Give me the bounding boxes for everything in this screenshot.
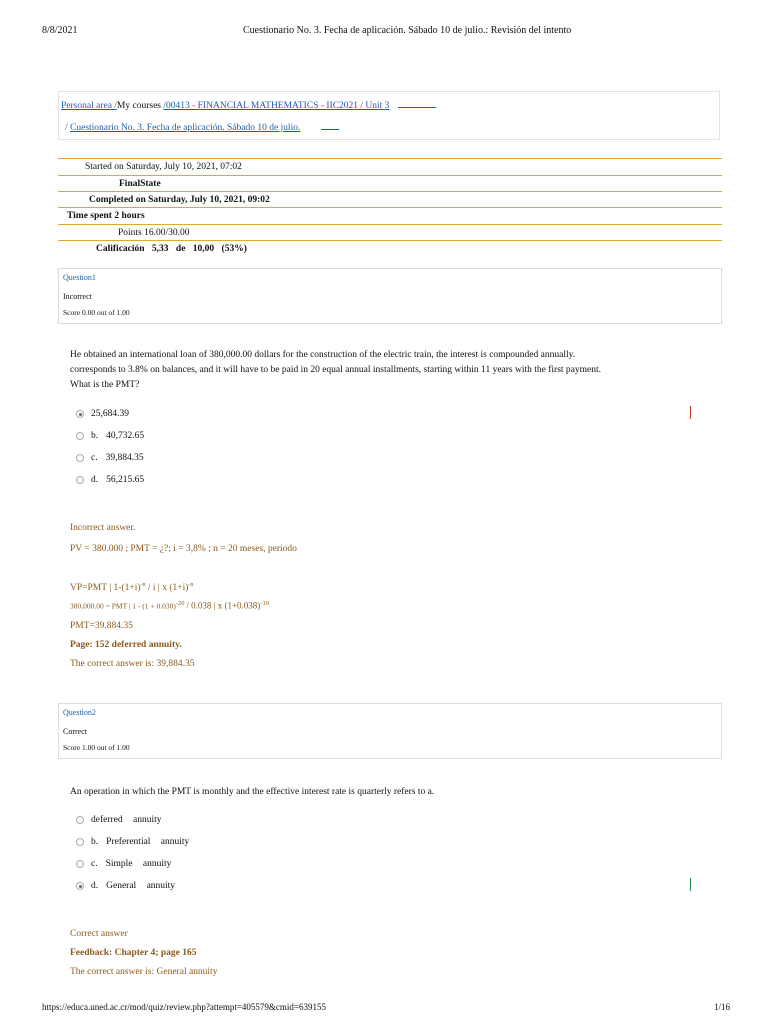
question-score: Score 0.00 out of 1.00 <box>63 308 130 317</box>
radio[interactable] <box>76 432 84 440</box>
feedback-verdict: Correct answer <box>70 929 128 939</box>
radio[interactable] <box>76 838 84 846</box>
summary-state: FinalState <box>58 175 722 192</box>
breadcrumb-underline <box>398 107 436 108</box>
correct-mark-icon <box>690 878 691 891</box>
feedback-page: Feedback: Chapter 4; page 165 <box>70 948 197 958</box>
radio[interactable] <box>76 454 84 462</box>
print-title: Cuestionario No. 3. Fecha de aplicación. Sábado 10 de julio.: Revisión del intento <box>243 25 572 36</box>
q1-option-c[interactable]: c. 39,884.35 <box>76 451 144 465</box>
q2-option-d[interactable]: d. General annuity <box>76 879 175 893</box>
breadcrumb-course[interactable]: /00413 - FINANCIAL MATHEMATICS - IIC2021 / Unit 3 <box>163 101 390 111</box>
radio-selected[interactable] <box>76 410 84 418</box>
breadcrumb-personal-area[interactable]: Personal area / <box>61 101 117 111</box>
summary-started: Started on Saturday, July 10, 2021, 07:02 <box>58 158 722 175</box>
breadcrumb <box>58 91 720 140</box>
feedback-formula: VP=PMT | $1-(1+i)^{-n} / i$ | x $(1+i)^{-n}$ <box>70 582 194 594</box>
feedback-correct-answer: The correct answer is: 39,884.35 <box>70 659 195 669</box>
q2-option-c[interactable]: c. Simple annuity <box>76 857 171 871</box>
radio-selected[interactable] <box>76 882 84 890</box>
question-score: Score 1.00 out of 1.00 <box>63 743 130 752</box>
breadcrumb-separator: / <box>65 123 68 133</box>
print-url: https://educa.uned.ac.cr/mod/quiz/review.php?attempt=405579&cmid=639155 <box>42 1002 326 1012</box>
feedback-given: PV = 380.000 ; PMT = ¿?; i = 3,8% ; n = 20 meses, periodo <box>70 544 297 554</box>
feedback-substitution: 380,000.00 = PMT | $1 - (1 + 0.038)^{-20} / 0.038$ | x $(1+0.038)^{-10}$ <box>70 600 269 611</box>
summary-time-spent: Time spent 2 hours <box>58 207 722 224</box>
question-info-1 <box>58 268 722 324</box>
summary-grade: Calificación 5,33 de 10,00 (53%) <box>58 240 722 257</box>
print-page-number: 1/16 <box>714 1002 731 1012</box>
radio[interactable] <box>76 860 84 868</box>
feedback-result: PMT=39.884.35 <box>70 621 133 631</box>
q1-option-d[interactable]: d. 56,215.65 <box>76 473 144 487</box>
question-number[interactable]: Question2 <box>63 708 96 717</box>
breadcrumb-quiz[interactable]: Cuestionario No. 3. Fecha de aplicación. Sábado 10 de julio. <box>70 123 301 133</box>
radio[interactable] <box>76 816 84 824</box>
q1-option-a[interactable]: 25,684.39 <box>76 407 129 421</box>
q2-option-a[interactable]: deferred annuity <box>76 813 162 827</box>
question-info-2 <box>58 703 722 759</box>
feedback-page: Page: 152 deferred annuity. <box>70 640 182 650</box>
feedback-verdict: Incorrect answer. <box>70 523 136 533</box>
radio[interactable] <box>76 476 84 484</box>
question-state: Correct <box>63 727 87 736</box>
breadcrumb-underline-2 <box>321 129 339 130</box>
question-text-2: An operation in which the PMT is monthly and the effective interest rate is quarterly refers to a. <box>70 787 435 797</box>
feedback-correct-answer: The correct answer is: General annuity <box>70 967 218 977</box>
summary-points: Points 16.00/30.00 <box>58 224 722 241</box>
print-date: 8/8/2021 <box>42 25 78 36</box>
question-text-1: He obtained an international loan of 380,000.00 dollars for the construction of the electric train, the interest is compounded annually. corresponds to 3.8% on balances, and it will have to be paid in 20 equal annual installments, starting within 11 years with the first payment. What is the PMT? <box>70 350 602 390</box>
question-state: Incorrect <box>63 292 92 301</box>
q1-option-b[interactable]: b. 40,732.65 <box>76 429 144 443</box>
question-number[interactable]: Question1 <box>63 273 96 282</box>
breadcrumb-my-courses[interactable]: My courses <box>116 101 161 111</box>
incorrect-mark-icon <box>690 406 691 419</box>
summary-completed: Completed on Saturday, July 10, 2021, 09:02 <box>58 191 722 208</box>
q2-option-b[interactable]: b. Preferential annuity <box>76 835 189 849</box>
